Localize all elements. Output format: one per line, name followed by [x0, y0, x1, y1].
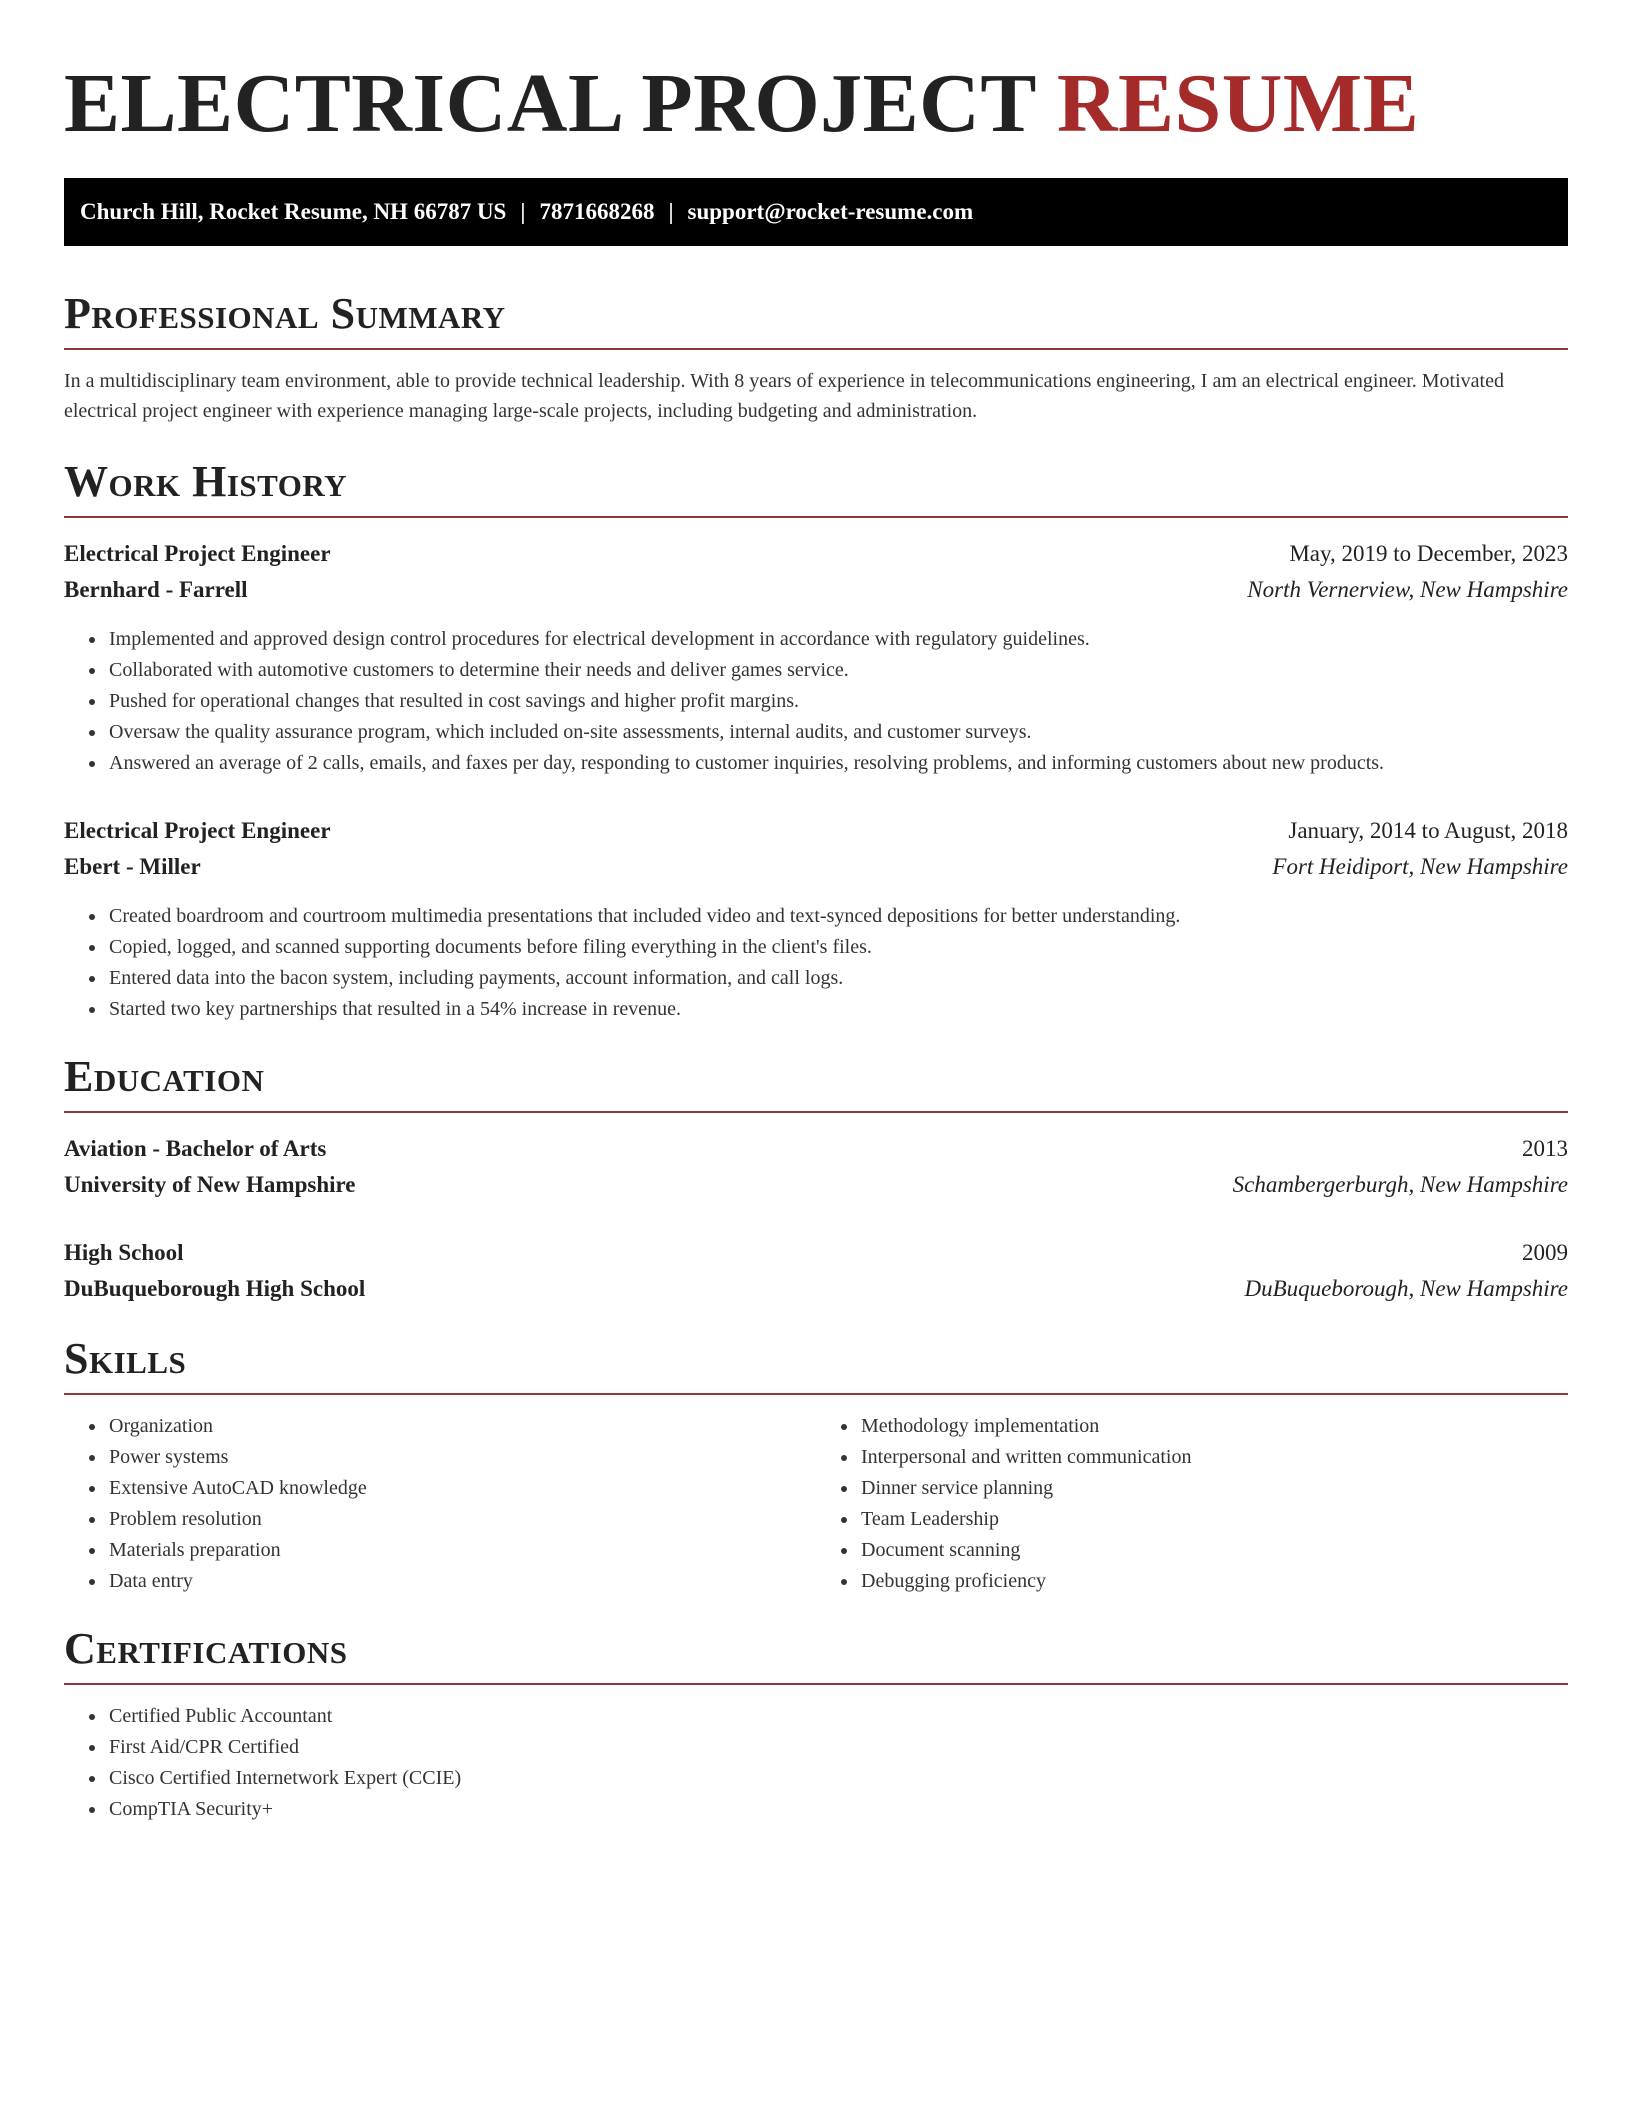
job-bullet: • Collaborated with automotive customers to determine their needs and deliver games service.: [107, 655, 1568, 686]
job-title: Electrical Project Engineer: [64, 818, 331, 843]
job-title-row: [64, 813, 1568, 849]
skills-section: [64, 1333, 1568, 1597]
work-history-section: [64, 456, 1568, 1025]
skill-item: • Materials preparation: [107, 1535, 816, 1566]
summary-text: In a multidisciplinary team environment, able to provide technical leadership. With 8 years of experience in telecommunications engineering, I am an electrical engineer. Motivated electrical project engineer with experience managing large-scale projects, including budgeting and administration.: [64, 370, 1504, 422]
job-bullets: [64, 624, 1568, 779]
work-history-heading: Work History: [64, 456, 1568, 518]
job-location: North Vernerview, New Hampshire: [1247, 577, 1568, 602]
summary-section: [64, 288, 1568, 426]
contact-separator: |: [668, 199, 674, 224]
skill-item: • Team Leadership: [859, 1504, 1568, 1535]
job-dates: January, 2014 to August, 2018: [1288, 818, 1568, 843]
certification-item: • CompTIA Security+: [107, 1794, 1568, 1825]
skill-item: • Organization: [107, 1411, 816, 1442]
education-entry: [64, 1131, 1568, 1203]
skills-columns: [64, 1411, 1568, 1597]
education-degree-row: [64, 1131, 1568, 1167]
certifications-section: [64, 1623, 1568, 1825]
job-bullet: • Entered data into the bacon system, including payments, account information, and call logs.: [107, 963, 1568, 994]
job-company-row: [64, 572, 1568, 608]
resume-title: [64, 0, 1568, 152]
certifications-list: [64, 1701, 1568, 1825]
job-bullet: • Started two key partnerships that resulted in a 54% increase in revenue.: [107, 994, 1568, 1025]
skills-list-left: [64, 1411, 816, 1597]
education-school-row: [64, 1271, 1568, 1307]
job-company: Bernhard - Farrell: [64, 577, 248, 602]
job-location: Fort Heidiport, New Hampshire: [1272, 854, 1568, 879]
contact-address: Church Hill, Rocket Resume, NH 66787 US: [80, 199, 507, 224]
job-company-row: [64, 849, 1568, 885]
title-accent: RESUME: [1056, 57, 1420, 150]
skill-item: • Document scanning: [859, 1535, 1568, 1566]
skill-item: • Data entry: [107, 1566, 816, 1597]
certification-item: • Cisco Certified Internetwork Expert (CCIE): [107, 1763, 1568, 1794]
skill-item: • Dinner service planning: [859, 1473, 1568, 1504]
skill-item: • Power systems: [107, 1442, 816, 1473]
title-main: ELECTRICAL PROJECT: [64, 57, 1036, 150]
certifications-heading: Certifications: [64, 1623, 1568, 1685]
job-title-row: [64, 536, 1568, 572]
job-bullets: [64, 901, 1568, 1025]
certification-item: • Certified Public Accountant: [107, 1701, 1568, 1732]
job-dates: May, 2019 to December, 2023: [1289, 541, 1568, 566]
job-bullet: • Pushed for operational changes that resulted in cost savings and higher profit margins.: [107, 686, 1568, 717]
education-school: DuBuqueborough High School: [64, 1276, 366, 1301]
contact-separator: |: [520, 199, 526, 224]
job-bullet: • Created boardroom and courtroom multimedia presentations that included video and text-synced depositions for better understanding.: [107, 901, 1568, 932]
contact-email[interactable]: support@rocket-resume.com: [687, 199, 974, 224]
skills-heading: Skills: [64, 1333, 1568, 1395]
skills-list-right: [816, 1411, 1568, 1597]
job-bullet: • Answered an average of 2 calls, emails, and faxes per day, responding to customer inquiries, resolving problems, and informing customers about new products.: [107, 748, 1568, 779]
job-company: Ebert - Miller: [64, 854, 201, 879]
education-year: 2013: [1522, 1136, 1568, 1161]
job-entry: [64, 536, 1568, 779]
job-title: Electrical Project Engineer: [64, 541, 331, 566]
contact-phone[interactable]: 7871668268: [539, 199, 655, 224]
education-school: University of New Hampshire: [64, 1172, 356, 1197]
certification-item: • First Aid/CPR Certified: [107, 1732, 1568, 1763]
job-bullet: • Copied, logged, and scanned supporting documents before filing everything in the client's files.: [107, 932, 1568, 963]
job-bullet: • Implemented and approved design control procedures for electrical development in accordance with regulatory guidelines.: [107, 624, 1568, 655]
skill-item: • Extensive AutoCAD knowledge: [107, 1473, 816, 1504]
summary-heading: Professional Summary: [64, 288, 1568, 350]
skill-item: • Problem resolution: [107, 1504, 816, 1535]
contact-bar: [64, 178, 1568, 246]
education-entry: [64, 1235, 1568, 1307]
skill-item: • Interpersonal and written communication: [859, 1442, 1568, 1473]
education-degree-row: [64, 1235, 1568, 1271]
job-entry: [64, 813, 1568, 1025]
education-degree: Aviation - Bachelor of Arts: [64, 1136, 327, 1161]
education-degree: High School: [64, 1240, 184, 1265]
education-heading: Education: [64, 1051, 1568, 1113]
skill-item: • Methodology implementation: [859, 1411, 1568, 1442]
job-bullet: • Oversaw the quality assurance program, which included on-site assessments, internal audits, and customer surveys.: [107, 717, 1568, 748]
education-location: Schambergerburgh, New Hampshire: [1232, 1172, 1568, 1197]
education-year: 2009: [1522, 1240, 1568, 1265]
education-section: [64, 1051, 1568, 1307]
education-location: DuBuqueborough, New Hampshire: [1244, 1276, 1568, 1301]
skill-item: • Debugging proficiency: [859, 1566, 1568, 1597]
education-school-row: [64, 1167, 1568, 1203]
